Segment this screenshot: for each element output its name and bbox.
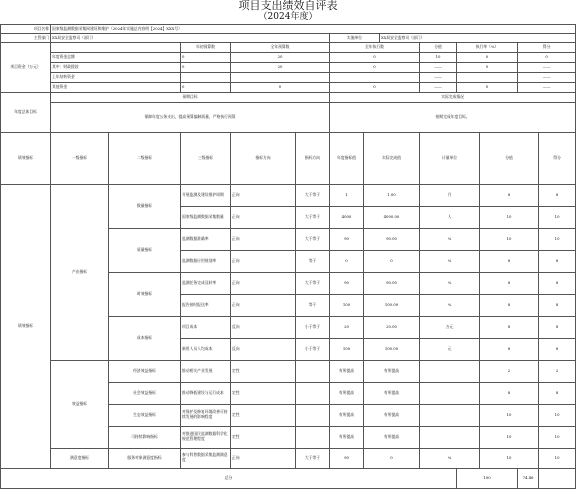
funds-header-blank <box>51 43 181 53</box>
indicator-name: 开展监测及建设维护周期 <box>181 184 231 206</box>
indicator-score: 10 <box>480 404 539 426</box>
funds-cell: —— <box>518 83 576 93</box>
dept-label: 主管部门 <box>1 34 51 43</box>
funds-cell: 10 <box>420 53 457 63</box>
project-name-label: 项目名称 <box>1 25 51 34</box>
indicator-target: 有所提高 <box>330 382 364 404</box>
indicator-name: 监测任务完成及时率 <box>181 272 231 294</box>
funds-cell: 0 <box>181 53 231 63</box>
col-header: 指标方向 <box>231 133 296 185</box>
indicator-cmp: 大于等于 <box>296 206 330 228</box>
indicator-name: 推动相关产业发展 <box>181 360 231 382</box>
funds-row-label: 年度资金总额 <box>51 53 181 63</box>
goals-label: 年度总体目标 <box>1 93 51 133</box>
goals-actual-header: 实际完成情况 <box>330 93 576 103</box>
indicator-cmp: 大于等于 <box>296 184 330 206</box>
impl-value: XX局安全监察司（部门） <box>380 34 576 43</box>
group-quantity: 数量指标 <box>109 184 181 228</box>
indicator-got: 2 <box>539 360 576 382</box>
indicator-target: 有所提高 <box>330 426 364 448</box>
funds-cell: 0 <box>181 63 231 73</box>
funds-cell: 0 <box>457 63 518 73</box>
col-header: 指标方向 <box>296 133 330 185</box>
funds-row-label: 其他资金 <box>51 83 181 93</box>
indicator-target: 1 <box>330 184 364 206</box>
indicator-score: 2 <box>480 360 539 382</box>
indicator-dir: 正向 <box>231 448 296 468</box>
funds-header: 得分 <box>518 43 576 53</box>
indicator-unit: % <box>420 448 480 468</box>
group-timeliness: 时效指标 <box>109 272 181 316</box>
indicator-cmp <box>296 426 330 448</box>
indicator-unit: % <box>420 250 480 272</box>
group-quality: 质量指标 <box>109 228 181 272</box>
l1-perf: 绩效指标 <box>1 184 51 468</box>
indicator-score: 8 <box>480 250 539 272</box>
indicator-actual: 有所提高 <box>364 360 420 382</box>
funds-header: 年初预算数 <box>181 43 231 53</box>
indicator-actual: 有所提高 <box>364 382 420 404</box>
project-name: 国家级监测数据采集网建设和维护（2024年实施总内容明【2024】XXX号） <box>51 25 576 34</box>
indicator-target: 90 <box>330 448 364 468</box>
indicator-dir: 定性 <box>231 404 296 426</box>
indicator-unit <box>420 426 480 448</box>
indicator-unit: % <box>420 272 480 294</box>
funds-cell: 0 <box>181 83 231 93</box>
indicator-dir: 正向 <box>231 294 296 316</box>
indicator-target: 100 <box>330 338 364 360</box>
funds-cell: —— <box>518 63 576 73</box>
indicator-name: 对推进国民监测数据科学化规范管理程度 <box>181 426 231 448</box>
page-subtitle: （2024年度） <box>258 12 318 22</box>
indicator-dir: 正向 <box>231 184 296 206</box>
indicator-score: 10 <box>480 206 539 228</box>
indicator-dir: 定性 <box>231 426 296 448</box>
funds-cell: —— <box>420 83 457 93</box>
col-header: 年度指标值 <box>330 133 364 185</box>
indicator-dir: 正向 <box>231 206 296 228</box>
indicator-unit: 人 <box>420 206 480 228</box>
group-social: 社会效益指标 <box>109 382 181 404</box>
indicator-unit <box>420 360 480 382</box>
group-cost: 成本指标 <box>109 316 181 360</box>
funds-cell: 0 <box>330 83 420 93</box>
indicator-dir: 定性 <box>231 382 296 404</box>
indicator-unit <box>420 404 480 426</box>
evaluation-table <box>0 24 576 489</box>
indicator-dir: 正向 <box>231 250 296 272</box>
indicator-got: 10 <box>539 228 576 250</box>
funds-cell: 20 <box>231 63 330 73</box>
indicator-target: 90 <box>330 228 364 250</box>
col-header: 实际完成值 <box>364 133 420 185</box>
group-sustain: 可持续影响指标 <box>109 426 181 448</box>
indicator-got: 10 <box>539 206 576 228</box>
funds-header: 分值 <box>420 43 457 53</box>
indicator-name: 推动降低建设与运行成本 <box>181 382 231 404</box>
indicator-score: 8 <box>480 338 539 360</box>
indicator-unit: 月 <box>420 184 480 206</box>
funds-cell <box>457 73 518 83</box>
indicator-unit <box>420 382 480 404</box>
indicator-name: 项目成本 <box>181 316 231 338</box>
funds-cell: 0 <box>231 83 330 93</box>
indicator-name: 参与科普数据采集监测满意度 <box>181 448 231 468</box>
indicator-got: 8 <box>539 184 576 206</box>
total-score: 100 <box>457 468 518 488</box>
dept-value: XX局安全监察司（部门） <box>51 34 330 43</box>
indicator-name: 新用人员人均成本 <box>181 338 231 360</box>
group-economic: 经济效益指标 <box>109 360 181 382</box>
funds-cell: 0 <box>330 63 420 73</box>
indicator-actual: 4000.00 <box>364 206 420 228</box>
funds-cell: 0 <box>330 53 420 63</box>
funds-cell: —— <box>420 63 457 73</box>
funds-cell <box>330 73 420 83</box>
page-title: 项目支出绩效自评表 <box>238 0 338 12</box>
indicator-score: 10 <box>480 426 539 448</box>
indicator-target: 20 <box>330 316 364 338</box>
funds-cell <box>231 73 330 83</box>
indicator-cmp: 大于等于 <box>296 272 330 294</box>
goals-plan: 保障年度公务支出，提高预算编制质量，严格执行预算 <box>51 103 330 133</box>
col-header: 三级指标 <box>181 133 231 185</box>
indicator-dir: 反向 <box>231 338 296 360</box>
group-satisfaction: 服务对象满意度指标 <box>109 448 181 468</box>
indicator-got: 8 <box>539 316 576 338</box>
indicator-target: 100 <box>330 294 364 316</box>
indicator-got: 8 <box>539 382 576 404</box>
funds-cell <box>181 73 231 83</box>
indicator-name: 监测数据应用规划率 <box>181 250 231 272</box>
group-ecological: 生态效益指标 <box>109 404 181 426</box>
indicator-actual: 1.00 <box>364 184 420 206</box>
indicator-cmp: 大于等于 <box>296 228 330 250</box>
funds-header: 全年预算数 <box>231 43 330 53</box>
indicator-actual: 90.00 <box>364 228 420 250</box>
indicator-dir: 反向 <box>231 316 296 338</box>
benefit-label: 效益指标 <box>51 360 109 448</box>
funds-header: 全年执行数 <box>330 43 420 53</box>
indicator-actual: 0 <box>364 250 420 272</box>
indicator-got: 8 <box>539 294 576 316</box>
indicator-target: 0 <box>330 250 364 272</box>
output-label: 产出指标 <box>51 184 109 360</box>
col-header: 分值 <box>480 133 539 185</box>
funds-cell: 0 <box>457 53 518 63</box>
indicator-dir: 正向 <box>231 228 296 250</box>
indicator-cmp: 小于等于 <box>296 316 330 338</box>
indicator-score: 8 <box>480 316 539 338</box>
indicator-actual: 有所提高 <box>364 404 420 426</box>
indicator-got: 8 <box>539 272 576 294</box>
indicator-score: 8 <box>480 382 539 404</box>
col-header: 二级指标 <box>109 133 181 185</box>
goals-plan-header: 预期目标 <box>51 93 330 103</box>
col-header: 得分 <box>539 133 576 185</box>
indicator-target: 有所提高 <box>330 404 364 426</box>
total-note <box>539 468 576 488</box>
funds-label: 项目资金（万元） <box>1 43 51 93</box>
funds-cell: 0 <box>518 53 576 63</box>
indicator-dir: 定性 <box>231 360 296 382</box>
indicator-unit: 元 <box>420 338 480 360</box>
indicator-cmp: 大于等于 <box>296 448 330 468</box>
indicator-name: 报告按时报送率 <box>181 294 231 316</box>
indicator-target: 4000 <box>330 206 364 228</box>
indicator-got: 10 <box>539 404 576 426</box>
satisfaction-label: 满意度指标 <box>51 448 109 468</box>
indicator-score: 8 <box>480 272 539 294</box>
indicator-cmp <box>296 360 330 382</box>
total-label: 总分 <box>1 468 457 488</box>
funds-cell: —— <box>420 73 457 83</box>
impl-label: 实施单位 <box>330 34 380 43</box>
indicator-unit: 万元 <box>420 316 480 338</box>
funds-row-label: 上年结转资金 <box>51 73 181 83</box>
indicator-actual: 0 <box>364 448 420 468</box>
indicator-got: 10 <box>539 426 576 448</box>
funds-header: 执行率（%） <box>457 43 518 53</box>
indicator-unit: % <box>420 228 480 250</box>
indicator-name: 对保护及修复环境改善可持续发展的影响程度 <box>181 404 231 426</box>
indicator-actual: 20.00 <box>364 316 420 338</box>
col-header: 一级指标 <box>51 133 109 185</box>
indicator-name: 监测数据准确率 <box>181 228 231 250</box>
indicator-name: 国家级监测数据采集数量 <box>181 206 231 228</box>
indicator-score: 10 <box>480 228 539 250</box>
total-got: 74.46 <box>518 468 539 488</box>
goals-actual: 按期完成年度目标。 <box>330 103 576 133</box>
funds-cell: 20 <box>231 53 330 63</box>
indicator-score: 10 <box>480 448 539 468</box>
indicator-got: 8 <box>539 250 576 272</box>
indicator-actual: 100.00 <box>364 294 420 316</box>
indicator-target: 有所提高 <box>330 360 364 382</box>
indicator-cmp: 等于 <box>296 294 330 316</box>
indicator-cmp: 等于 <box>296 250 330 272</box>
indicator-dir: 正向 <box>231 272 296 294</box>
indicator-cmp <box>296 382 330 404</box>
col-header: 绩效指标 <box>1 133 51 185</box>
funds-cell: 0 <box>457 83 518 93</box>
indicator-target: 90 <box>330 272 364 294</box>
indicator-score: 8 <box>480 294 539 316</box>
col-header: 计量单位 <box>420 133 480 185</box>
indicator-cmp: 小于等于 <box>296 338 330 360</box>
funds-cell: —— <box>518 73 576 83</box>
indicator-cmp <box>296 404 330 426</box>
indicator-got: 10 <box>539 448 576 468</box>
indicator-actual: 90.00 <box>364 272 420 294</box>
funds-row-label: 其中：财政拨款 <box>51 63 181 73</box>
indicator-actual: 有所提高 <box>364 426 420 448</box>
indicator-score: 8 <box>480 184 539 206</box>
indicator-actual: 100.00 <box>364 338 420 360</box>
indicator-unit: % <box>420 294 480 316</box>
indicator-got: 8 <box>539 338 576 360</box>
